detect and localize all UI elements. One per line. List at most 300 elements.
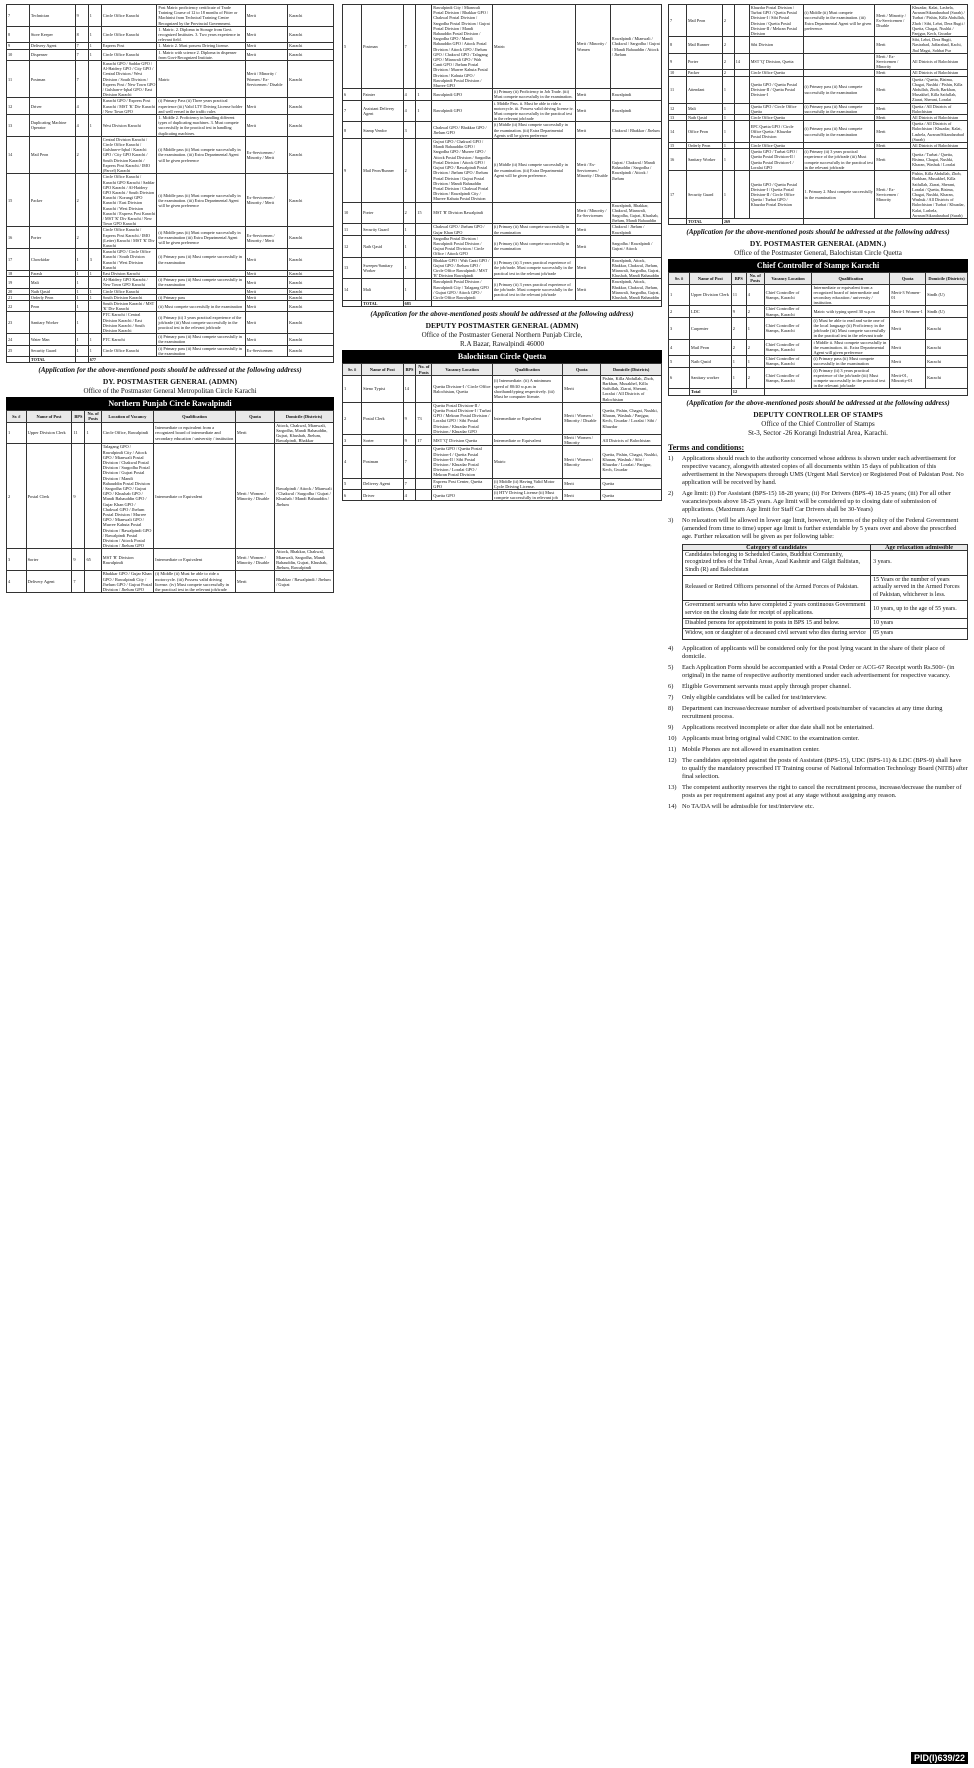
cell-sr: 13 <box>343 257 362 279</box>
cell-domicile: Karachi <box>288 61 334 98</box>
cell-posts <box>88 136 101 173</box>
cell-post: Water Man <box>29 334 75 345</box>
cell-quota: Merit / Ex-Servicemen / Minority / Disable <box>575 139 610 202</box>
cell-posts: 1 <box>88 345 101 356</box>
cell-domicile: Rawalpindi <box>610 100 661 122</box>
cell-location: Talagang GPO / Rawalpindi City / Attock GPO / Mianwali Postal Division / Chakwal Postal Division / Sargodha Postal Division / Gujrat Postal Division / Mandi Bahauddin Postal Division / Sargodha GPO / Gujrat GPO / Khushab GPO / Mandi Bahauddin GPO / Gujar Khan GPO / Chakwal GPO / Jhelum Postal Division / Murree GPO / Mianwali GPO / Murree Kahuta Postal Division / Rawalpindi GPO / Rawalpindi Postal Division / Attock Postal Division / Jhelum GPO <box>101 444 153 549</box>
cell-bps: 1 <box>722 171 734 219</box>
cell-posts: 1 <box>88 294 101 300</box>
cell-qual: Intermediate or equivalent from a recognized board of intermediate and secondary education / university / institution <box>154 422 236 444</box>
cell-post: Technician <box>29 5 75 27</box>
table-row <box>7 227 334 249</box>
column-header: Domicile (Districts) <box>275 411 334 422</box>
cell-domicile: Karachi <box>288 334 334 345</box>
northern-punjab-body-2 <box>343 5 662 301</box>
cell-domicile: Karachi <box>288 294 334 300</box>
cell-location: Karachi GPO / Saddar GPO / Al-Haidery GPO / City GPO / Central Division / West Division / South Division / Express Post / New Town GPO / Gulshan-e-Iqbal GPO / East Division Karachi <box>102 61 156 98</box>
cell-posts <box>88 227 101 249</box>
term-number: 11) <box>668 745 677 753</box>
cell-bps: 1 <box>75 345 88 356</box>
cell-domicile: Quetta / All Districts of Balochistan <box>911 103 968 114</box>
cell-qual: Post Matric proficiency certificate of Trade Training Course of 12 to 18 months of Fitter or Machinist from Technical Training Centre Recognized by the Provincial Government. <box>157 5 245 27</box>
cell-quota: Merit <box>245 115 288 137</box>
cell-quota: Merit <box>245 334 288 345</box>
cell-bps: 2 <box>403 139 416 202</box>
address-note: (Application for the above-mentioned posts should be addressed at the following address) <box>38 366 302 375</box>
table-row <box>683 629 968 639</box>
cell-location: Express Post <box>101 43 157 49</box>
cell-qual: (i) Primary (ii) 3 years practical experience of the job/trade (iii) Must compete successfully in the practical test in the relevant job/trade <box>157 312 245 334</box>
term-text: No TA/DA will be admissible for test/interview etc. <box>682 802 815 810</box>
cell-bps: 11 <box>72 422 85 444</box>
cell-domicile: Rawalpindi, Attock, Bhakkar, Chakwal, Jhelum, Mianwali, Sargodha, Gujrat, Khushab, Mandi Bahauddin <box>611 257 660 279</box>
cell-posts <box>88 277 101 288</box>
cell-post: Delivery Agent <box>26 571 72 593</box>
total-label: TOTAL <box>29 357 75 363</box>
cell-location: South Division Karachi / MST 'K' Div Karachi <box>101 300 157 311</box>
cell-quota: Merit <box>875 76 911 103</box>
table-row <box>669 76 968 103</box>
cell-bps: 7 <box>403 478 416 489</box>
cell-posts <box>88 61 101 98</box>
cell-domicile: Karachi <box>288 136 334 173</box>
cell-posts <box>416 478 432 489</box>
column-karachi-metropolitan <box>6 4 334 593</box>
cell-domicile: Chakwal / Jhelum / Rawalpindi <box>610 224 661 235</box>
cell-qual: Intermediate or Equivalent <box>492 402 562 434</box>
cell-bps: 9 <box>403 435 416 446</box>
cell-location: Chief Controller of Stamps, Karachi <box>764 356 812 367</box>
cell-location: MST 'R' Division Rawalpindi <box>101 549 153 571</box>
cell-location: Circle Office Karachi <box>101 5 157 27</box>
column-header: Category of candidates <box>683 544 871 550</box>
total-label: TOTAL <box>362 301 403 307</box>
cell-sr: 2 <box>669 306 690 317</box>
cell-qual: 1. Matric with science 2. Diploma in dispenser from Govt-Recognized Institute. <box>157 49 245 60</box>
column-header: No. of Posts <box>416 364 432 375</box>
cell-posts <box>88 300 101 311</box>
cell-location: Circle Office Karachi <box>101 288 157 294</box>
stamps-body <box>669 284 968 389</box>
table-row <box>669 149 968 171</box>
total-value: 683 <box>403 301 432 307</box>
cell-domicile: Attock, Chakwal, Mianwali, Sargodha, Mandi Bahauddin, Gujrat, Khushab, Jhelum, Rawalpindi, Bhakkar <box>275 422 334 444</box>
column-header: Qualification <box>812 273 890 284</box>
cell-post: Packer <box>29 174 75 227</box>
cell-bps: 1 <box>403 235 416 257</box>
cell-posts: 3 <box>88 249 101 271</box>
cell-post: Naib Qasid <box>362 235 403 257</box>
balochistan-total-row <box>669 218 968 224</box>
table-row <box>7 98 334 115</box>
cell-bps: 9 <box>72 549 85 571</box>
cell-location: Rawalpindi GPO <box>432 89 493 100</box>
table-row <box>683 601 968 619</box>
cell-post: Postman <box>29 61 75 98</box>
terms-list <box>668 455 968 541</box>
cell-quota: Merit / Women / Minority / Disable <box>235 444 274 549</box>
terms-title: Terms and conditions: <box>668 442 745 452</box>
cell-location: Quetta Division-I / Circle Office Balochistan, Quetta <box>432 375 493 402</box>
cell-post: Mali <box>29 277 75 288</box>
cell-category: Candidates belonging to Scheduled Castes, Buddhist Community, recognized tribes of the Tribal Areas, Azad Kashmir and Gilgit Baltistan, Sindh (R) and Balochistan <box>683 550 871 575</box>
cell-qual <box>492 202 575 224</box>
cell-post: Dispenser <box>29 49 75 60</box>
cell-domicile: Karachi <box>288 174 334 227</box>
cell-bps: 1 <box>722 149 734 171</box>
cell-domicile: Karachi <box>288 277 334 288</box>
term-item <box>668 784 968 800</box>
term-text: Eligible Government servants must apply through proper channel. <box>682 682 851 690</box>
table-row <box>7 300 334 311</box>
cell-sr: 17 <box>7 249 30 271</box>
cell-qual: 1. Middle 2. Proficiency in handling different types of duplicating machines. 3. Must compete successfully in the practical test in handling duplicating machines. <box>157 115 245 137</box>
cell-bps: 1 <box>722 143 734 149</box>
cell-quota: Merit <box>890 339 926 356</box>
cell-post: Sweeper/Sanitary Worker <box>362 257 403 279</box>
cell-post: Postman <box>362 5 403 89</box>
cell-quota: Merit <box>575 89 610 100</box>
term-item <box>668 724 968 732</box>
cell-sr: 2 <box>7 444 27 549</box>
stamps-address-note: (Application for the above-mentioned posts should be addressed at the following address) <box>686 398 950 407</box>
address-note: (Application for the above-mentioned posts should be addressed at the following address) <box>370 310 634 319</box>
cell-post: Mail Peon <box>689 339 731 356</box>
cell-post: Mail Peon/Runner <box>362 139 403 202</box>
cell-location: Rawalpindi GPO <box>432 100 493 122</box>
cell-domicile: Karachi <box>288 43 334 49</box>
cell-qual: (i) Primary (ii) Must compete successfully in the examination <box>492 224 575 235</box>
term-number: 13) <box>668 783 677 791</box>
cell-quota: Merit <box>245 300 288 311</box>
cell-sr: 10 <box>7 49 30 60</box>
cell-post: Steno Typist <box>362 375 403 402</box>
cell-quota: Merit-1 Women-1 <box>890 306 926 317</box>
cell-location: Quetta GPO / Circle Office Quetta <box>749 103 803 114</box>
cell-post: LDC <box>689 306 731 317</box>
cell-location: Al-Haidery GPO Karachi / New Town GPO Karachi <box>101 277 157 288</box>
cell-qual: (i) Primary pass (ii) Must compete successfully in the examination <box>157 345 245 356</box>
cell-posts <box>416 5 432 89</box>
stamps-office-subtitle: Office of the Chief Controller of Stamps <box>761 419 875 428</box>
cell-quota: Ex-Servicemen / Minority / Merit <box>245 174 288 227</box>
cell-domicile: Karachi <box>288 249 334 271</box>
address-note: (Application for the above-mentioned posts should be addressed at the following address) <box>686 228 950 237</box>
term-item <box>668 694 968 702</box>
cell-posts <box>734 121 749 143</box>
cell-qual: (i) Primary pass (ii) Must compete successfully in the examination <box>803 121 875 143</box>
cell-bps: 1 <box>75 300 88 311</box>
column-header: BPS <box>72 411 85 422</box>
cell-sr: 6 <box>343 89 362 100</box>
cell-sr: 5 <box>343 478 362 489</box>
cell-quota: Merit / Women / Minority / Disable <box>563 402 601 434</box>
cell-location: Express Post Center, Quetta GPO <box>432 478 493 489</box>
cell-sr: 16 <box>7 227 30 249</box>
cell-quota: Merit <box>245 294 288 300</box>
cell-post: Upper Division Clerk <box>689 284 731 306</box>
total-value: 269 <box>722 218 803 224</box>
cell-location: PTC Karachi <box>101 334 157 345</box>
cell-location: Chief Controller of Stamps, Karachi <box>764 306 812 317</box>
cell-bps: 1 <box>75 270 88 276</box>
cell-location: Circle Office Karachi <box>101 26 157 43</box>
cell-qual: (i) Primary pass (ii) Must compete successfully in the examination <box>803 103 875 114</box>
term-text: Only eligible candidates will be called for test/interview. <box>682 693 827 701</box>
cell-sr: 4 <box>343 446 362 478</box>
cell-domicile: Karachi <box>926 367 968 389</box>
cell-bps: 1 <box>731 367 746 389</box>
cell-bps: 1 <box>722 103 734 114</box>
cell-posts: 14 <box>734 53 749 70</box>
table-row <box>669 121 968 143</box>
cell-location: Quetta GPO / Quetta Postal Division-I / Quetta Postal Division-II / Sibi Postal Division / Khuzdar Postal Division / Loralai GPO / Mekran Postal Division <box>432 446 493 478</box>
cell-location: Quetta GPO / Quetta Postal Division-II / Quetta Postal Division-I <box>749 76 803 103</box>
cell-location: Sibi Division <box>749 37 803 54</box>
karachi-table-body <box>7 5 334 357</box>
cell-quota: Merit <box>575 224 610 235</box>
cell-domicile: Karachi <box>288 98 334 115</box>
table-row <box>669 171 968 219</box>
cell-post: Orderly Peon <box>686 143 722 149</box>
cell-post: Sorter <box>26 549 72 571</box>
cell-domicile: Pishin, Killa Abdullah, Zhob, Barkhan, Musakhel, Killa Saifullah, Ziarat, Sherani, Loralai / Quetta, Bisima, Chagai, Nushki, Kharan, Washuk / All Districts of Balochistan / Turbat / Khuzdar, Kalat, Lasbela, Awaran/Sikandarabad (Surab) <box>911 171 968 219</box>
cell-sr: 17 <box>669 171 687 219</box>
cell-sr: 24 <box>7 334 30 345</box>
cell-qual: Matric <box>492 5 575 89</box>
cell-post: Packer <box>686 70 722 76</box>
cell-posts: 2 <box>746 306 764 317</box>
column-header: Sr. # <box>7 411 27 422</box>
cell-bps: 7 <box>403 5 416 89</box>
cell-sr: 7 <box>343 100 362 122</box>
cell-qual: (i) Middle (ii) Must compete successfully in the examination. (iii) Extra Departmental Agent will be given preference. <box>803 5 875 37</box>
cell-qual: (i) Middle (ii) Must compete successfully in the examination. (iii) Extra Departmental Agents will be given preference <box>492 122 575 139</box>
cell-location: South Division Karachi <box>101 294 157 300</box>
cell-post: Driver <box>362 490 403 501</box>
table-row <box>7 61 334 98</box>
column-header: Sr. # <box>669 273 690 284</box>
cell-bps: 2 <box>731 317 746 339</box>
cell-location: Quetta GPO <box>432 490 493 501</box>
column-header: Qualification <box>154 411 236 422</box>
term-item <box>668 455 968 487</box>
table-row <box>7 345 334 356</box>
cell-qual: Matric <box>492 446 562 478</box>
cell-domicile: Karachi <box>288 26 334 43</box>
cell-quota: Merit <box>875 70 911 76</box>
cell-post: Farash <box>29 270 75 276</box>
cell-location: Khuzdar Postal Division / Turbat GPO / Quetta Postal Division-I / Sibi Postal Division / Quetta Postal Division-II / Mekran Postal Division <box>749 5 803 37</box>
cell-domicile: All Districts of Balochistan <box>911 70 968 76</box>
cell-bps: 1 <box>75 249 88 271</box>
cell-posts: 1 <box>88 270 101 276</box>
cell-quota: Merit / Women / Minority / Disable <box>235 549 274 571</box>
office-subtitle: Office of the Postmaster General, Balochistan Circle Quetta <box>734 249 902 258</box>
cell-post: Porter <box>29 227 75 249</box>
column-header: Name of Post <box>26 411 72 422</box>
cell-quota: Merit <box>575 257 610 279</box>
cell-location: Circle Office Karachi / Karachi GPO Karachi / Saddar GPO Karachi / Al-Haidery GPO Karachi / South Division Karachi / Korangi GPO Karachi / East Division Karachi / West Division Karachi / Express Post Karachi / MST 'K' Div Karachi / New Town GPO Karachi <box>102 174 156 227</box>
cell-relaxation: 10 years, up to the age of 55 years. <box>871 601 968 619</box>
cell-post: Duplicating Machine Operator <box>29 115 75 137</box>
cell-sr: 18 <box>7 270 30 276</box>
cell-sr: 13 <box>669 115 687 121</box>
cell-bps: 11 <box>731 284 746 306</box>
table-row <box>343 490 662 501</box>
cell-bps: 2 <box>731 339 746 356</box>
cell-quota: Merit / Women / Minority <box>563 435 601 446</box>
column-header: Domicile (Districts) <box>926 273 968 284</box>
cell-posts: 1 <box>88 288 101 294</box>
table-row <box>343 435 662 446</box>
cell-sr: 11 <box>343 224 362 235</box>
age-relaxation-table <box>682 544 968 640</box>
cell-qual: i Middle ii. Must compete successfully in the examination. iii. Extra Departmental Agent will given preference <box>812 339 890 356</box>
cell-sr: 2 <box>343 402 362 434</box>
cell-bps: 14 <box>403 375 416 402</box>
cell-location: Chief Controller of Stamps, Karachi <box>764 284 812 306</box>
cell-qual: Matric with typing speed 30 w.p.m <box>812 306 890 317</box>
column-header: Sr. # <box>343 364 362 375</box>
term-number: 1) <box>668 454 674 462</box>
table-row <box>343 478 662 489</box>
cell-quota: Merit <box>245 288 288 294</box>
cell-posts <box>734 103 749 114</box>
cell-qual: (i) Primary pass (ii) Must compete successfully in the examination <box>157 334 245 345</box>
cell-bps: 2 <box>722 5 734 37</box>
term-number: 5) <box>668 663 674 671</box>
cell-sr: 9 <box>669 53 687 70</box>
column-header: Vacancy Location <box>432 364 493 375</box>
cell-bps: 3 <box>403 122 416 139</box>
cell-post: Orderly Peon <box>29 294 75 300</box>
term-number: 7) <box>668 693 674 701</box>
term-text: Applications should reach to the authority concerned whose address is shown under each advertisement for respective vacancy, alongwith attested copies of all documents within 15 days of publication of this advertisement in the Newspapers through UMS (Urgent Mail Service) or Registered Post of Pakistan Post. No application will be received by hand. <box>682 454 964 486</box>
cell-sr: 5 <box>669 356 690 367</box>
cell-bps: 1 <box>75 277 88 288</box>
cell-domicile: Khuzdar, Kalat, Lasbela, Awaran/Sikandarabad (Surab) / Turbat / Pishin, Killa Abdullah, Zhob / Sibi, Lehri, Dera Bugti / Quetta, Chagai, Nushki / Panjgur, Kech, Gwadar <box>911 5 968 37</box>
column-header: Age relaxation admissible <box>871 544 968 550</box>
cell-domicile: Bhakkar / Rawalpindi / Jhelum / Gujrat <box>275 571 334 593</box>
term-text: Mobile Phones are not allowed in examination center. <box>682 745 820 753</box>
cell-location: MST 'R' Division Rawalpindi <box>432 202 493 224</box>
cell-posts <box>416 235 432 257</box>
cell-domicile: All Districts of Balochistan <box>601 435 662 446</box>
term-text: The competent authority reserves the right to cancel the recruitment process, increase/decrease the number of posts as per requirement against any post at any stage without assigning any reason. <box>682 783 962 799</box>
column-header: No. of Posts <box>85 411 101 422</box>
cell-posts: 65 <box>85 549 101 571</box>
cell-quota: Merit <box>235 571 274 593</box>
cell-quota: Merit <box>245 312 288 334</box>
table-row <box>669 306 968 317</box>
cell-post: Mali <box>362 279 403 301</box>
cell-post: Security Guard <box>686 171 722 219</box>
column-header: Qualification <box>492 364 562 375</box>
cell-bps: 2 <box>722 70 734 76</box>
table-row <box>669 356 968 367</box>
cell-domicile: All Districts of Balochistan <box>911 115 968 121</box>
table-row <box>7 115 334 137</box>
cell-post: Postal Clerk <box>26 444 72 549</box>
cell-quota: Merit / Minority / Ex-Servicemen / Disable <box>875 5 911 37</box>
cell-domicile: Karachi <box>288 312 334 334</box>
cell-posts <box>416 257 432 279</box>
term-number: 4) <box>668 644 674 652</box>
cell-location: Quetta GPO / Turbat GPO / Quetta Postal Division-II / Quetta Postal Division-I / Loralai GPO <box>749 149 803 171</box>
cell-location: Rawalpindi Postal Division / Rawalpindi City / Talagang GPO / Gujrat GPO / Attock GPO / Circle Office Rawalpindi <box>432 279 493 301</box>
cell-domicile: Karachi <box>926 356 968 367</box>
cell-sr: 12 <box>7 98 30 115</box>
table-row <box>683 550 968 575</box>
cell-sr: 1 <box>7 422 27 444</box>
term-text: Department can increase/decrease number of advertised posts/number of vacancies at any time during recruitment process. <box>682 704 943 720</box>
cell-sr: 8 <box>343 122 362 139</box>
cell-quota: Merit <box>245 98 288 115</box>
term-number: 14) <box>668 802 677 810</box>
cell-qual: (i) Middle pass (ii) Must compete successfully in the examination. (iii) Extra Departmental Agent will be given preference <box>157 174 245 227</box>
cell-sr: 3 <box>7 549 27 571</box>
cell-qual: (i) Primary (ii) Must compete successfully in the examination <box>492 235 575 257</box>
term-number: 2) <box>668 489 674 497</box>
table-row <box>669 103 968 114</box>
cell-bps: 7 <box>403 446 416 478</box>
balochistan-body <box>343 375 662 501</box>
balochistan-table-2 <box>668 4 968 225</box>
table-header-row <box>669 273 968 284</box>
cell-posts <box>416 122 432 139</box>
cell-sr: 5 <box>343 5 362 89</box>
cell-sr: 12 <box>669 103 687 114</box>
cell-quota: Merit <box>875 115 911 121</box>
cell-domicile: Quetta <box>601 478 662 489</box>
cell-domicile: Quetta, Pishin, Chagai, Nushki, Kharan, Washuk / Sibi / Khuzdar / Loralai / Panjgur, Kech, Gwadar <box>601 446 662 478</box>
cell-location: Chakwal GPO / Jhelum GPO / Gujar Khan GPO <box>432 224 493 235</box>
table-row <box>7 422 334 444</box>
cell-bps: 7 <box>72 571 85 593</box>
cell-posts <box>88 174 101 227</box>
table-row <box>7 174 334 227</box>
cell-bps: 2 <box>722 53 734 70</box>
cell-domicile: Karachi <box>288 227 334 249</box>
cell-qual: (i) Primary Pass (ii) Three years practical experience (iii) Valid LTV Driving License holder and well versed in the traffic rules <box>157 98 245 115</box>
term-number: 3) <box>668 516 674 524</box>
cell-location: MST 'Q' Division Quetta <box>432 435 493 446</box>
cell-sr: 14 <box>669 121 687 143</box>
cell-domicile: Karachi <box>288 270 334 276</box>
cell-quota: Merit-3 Women-01 <box>890 284 926 306</box>
cell-location: Quetta GPO / Quetta Postal Division-I / Quetta Postal Division-II / Circle Office Quetta / Turbat GPO / Khuzdar Postal Division <box>749 171 803 219</box>
cell-quota: Merit <box>245 249 288 271</box>
cell-post: Security Guard <box>362 224 403 235</box>
cell-bps: 1 <box>731 356 746 367</box>
table-row <box>7 249 334 271</box>
cell-bps: 7 <box>75 43 88 49</box>
cell-post: Mali <box>686 103 722 114</box>
cell-sr: 6 <box>669 367 690 389</box>
term-item <box>668 803 968 811</box>
total-label: Total <box>689 389 731 395</box>
column-header: Quota <box>563 364 601 375</box>
table-row <box>343 100 662 122</box>
pid-badge: PID(I)639/22 <box>911 1752 968 1764</box>
table-row <box>669 339 968 356</box>
cell-bps: 2 <box>75 136 88 173</box>
cell-posts <box>416 446 432 478</box>
table-row <box>683 619 968 629</box>
cell-sr: 15 <box>7 174 30 227</box>
cell-location: Circle Office Quetta <box>749 70 803 76</box>
